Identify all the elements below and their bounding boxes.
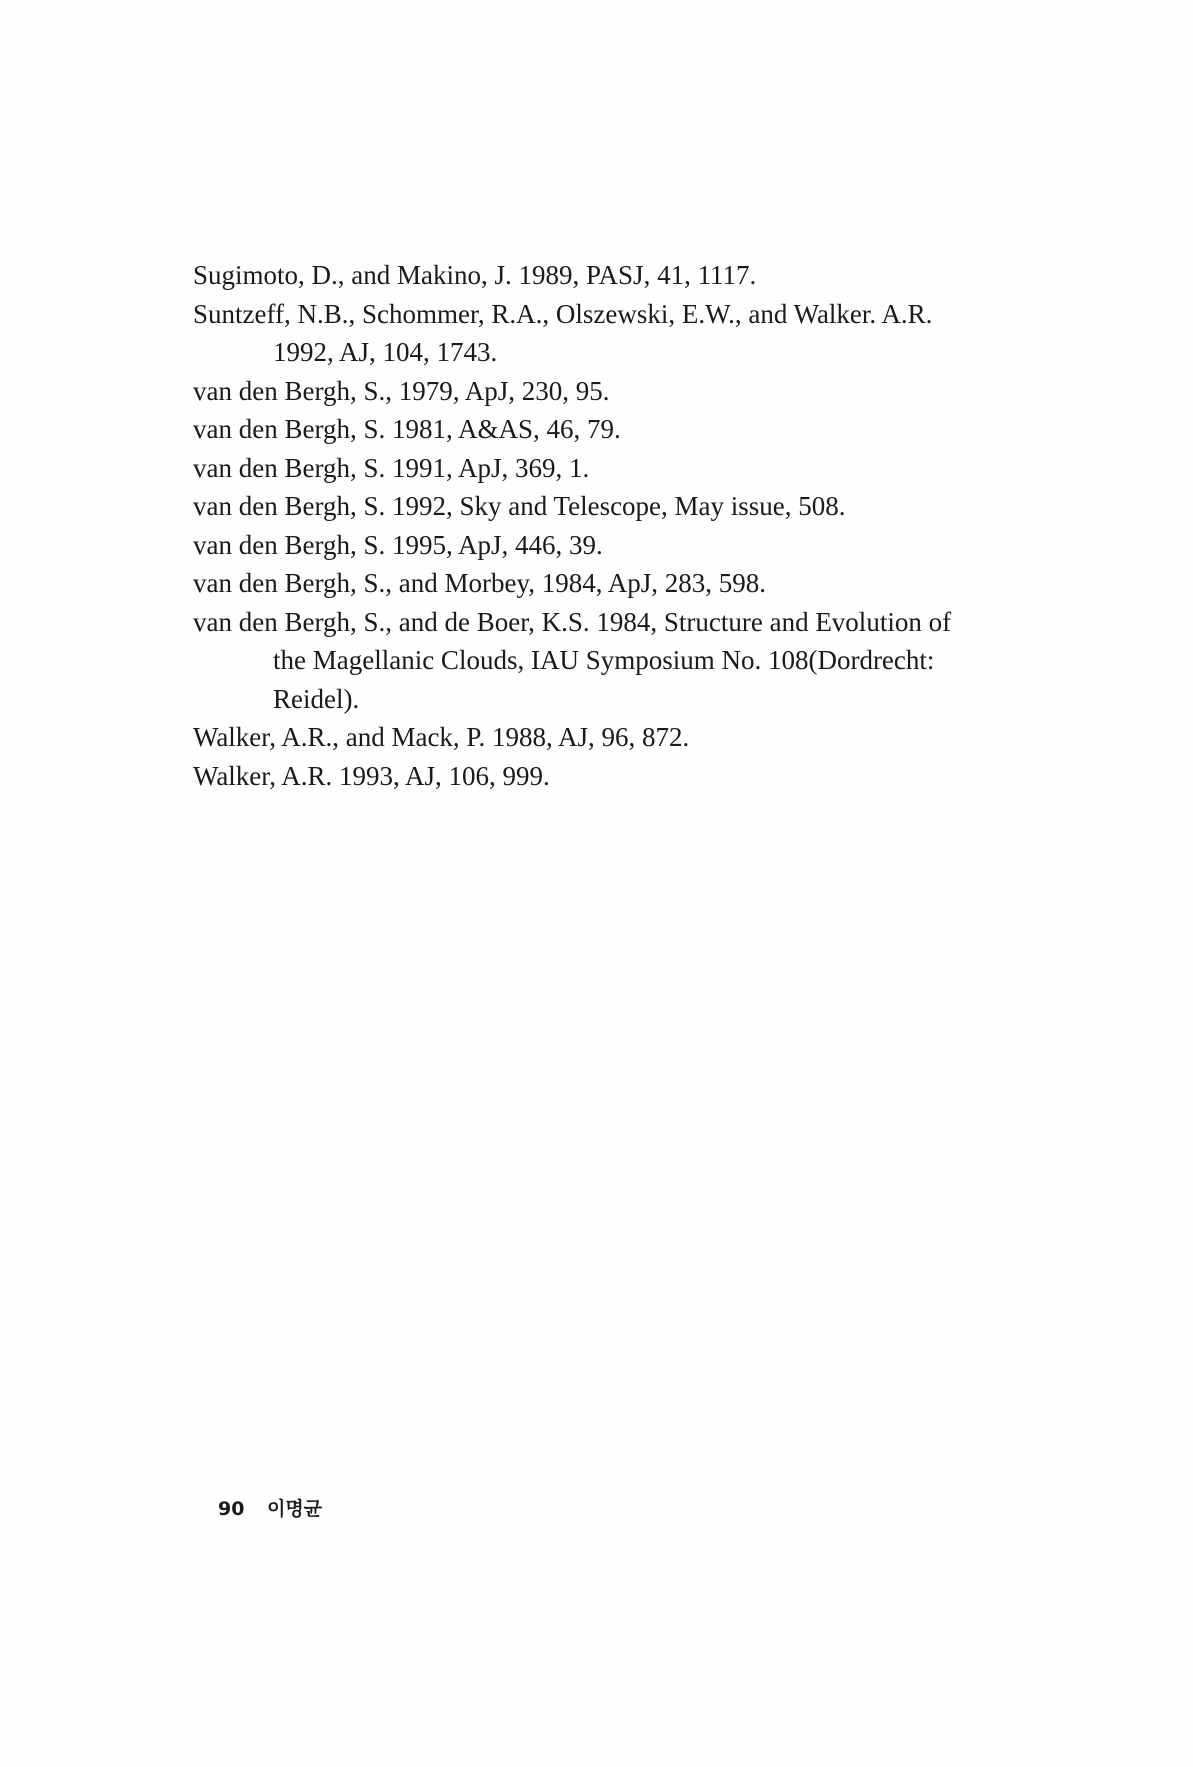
reference-line: Walker, A.R. 1993, AJ, 106, 999. [193,760,550,791]
reference-line: van den Bergh, S., and de Boer, K.S. 1984, Structure and Evolution of [193,606,952,637]
reference-entry [193,603,1073,719]
reference-entry [193,526,1073,565]
reference-list [193,256,1073,795]
reference-entry [193,564,1073,603]
reference-line: van den Bergh, S., 1979, ApJ, 230, 95. [193,375,610,406]
reference-line: Suntzeff, N.B., Schommer, R.A., Olszewski, E.W., and Walker. A.R. [193,298,933,329]
reference-line: Sugimoto, D., and Makino, J. 1989, PASJ, 41, 1117. [193,260,757,290]
reference-entry [193,718,1073,757]
reference-line-continuation: 1992, AJ, 104, 1743. [273,337,498,367]
reference-entry [193,449,1073,488]
page-number: 90 [218,1498,245,1520]
page-footer [218,1494,322,1521]
reference-entry [193,757,1073,796]
reference-line: van den Bergh, S. 1995, ApJ, 446, 39. [193,529,603,560]
reference-entry [193,372,1073,411]
reference-line: Walker, A.R., and Mack, P. 1988, AJ, 96, 872. [193,722,690,752]
reference-entry [193,256,1073,295]
reference-line: van den Bergh, S. 1992, Sky and Telescope, May issue, 508. [193,491,846,521]
reference-line: van den Bergh, S. 1991, ApJ, 369, 1. [193,452,590,483]
reference-line-continuation: the Magellanic Clouds, IAU Symposium No. 108(Dordrecht: [273,645,935,675]
reference-entry [193,295,1073,372]
reference-line-continuation: Reidel). [273,683,360,714]
reference-line: van den Bergh, S. 1981, A&AS, 46, 79. [193,414,621,444]
running-author: 이명균 [267,1498,323,1520]
reference-line: van den Bergh, S., and Morbey, 1984, ApJ, 283, 598. [193,568,766,598]
reference-entry [193,487,1073,526]
reference-entry [193,410,1073,449]
